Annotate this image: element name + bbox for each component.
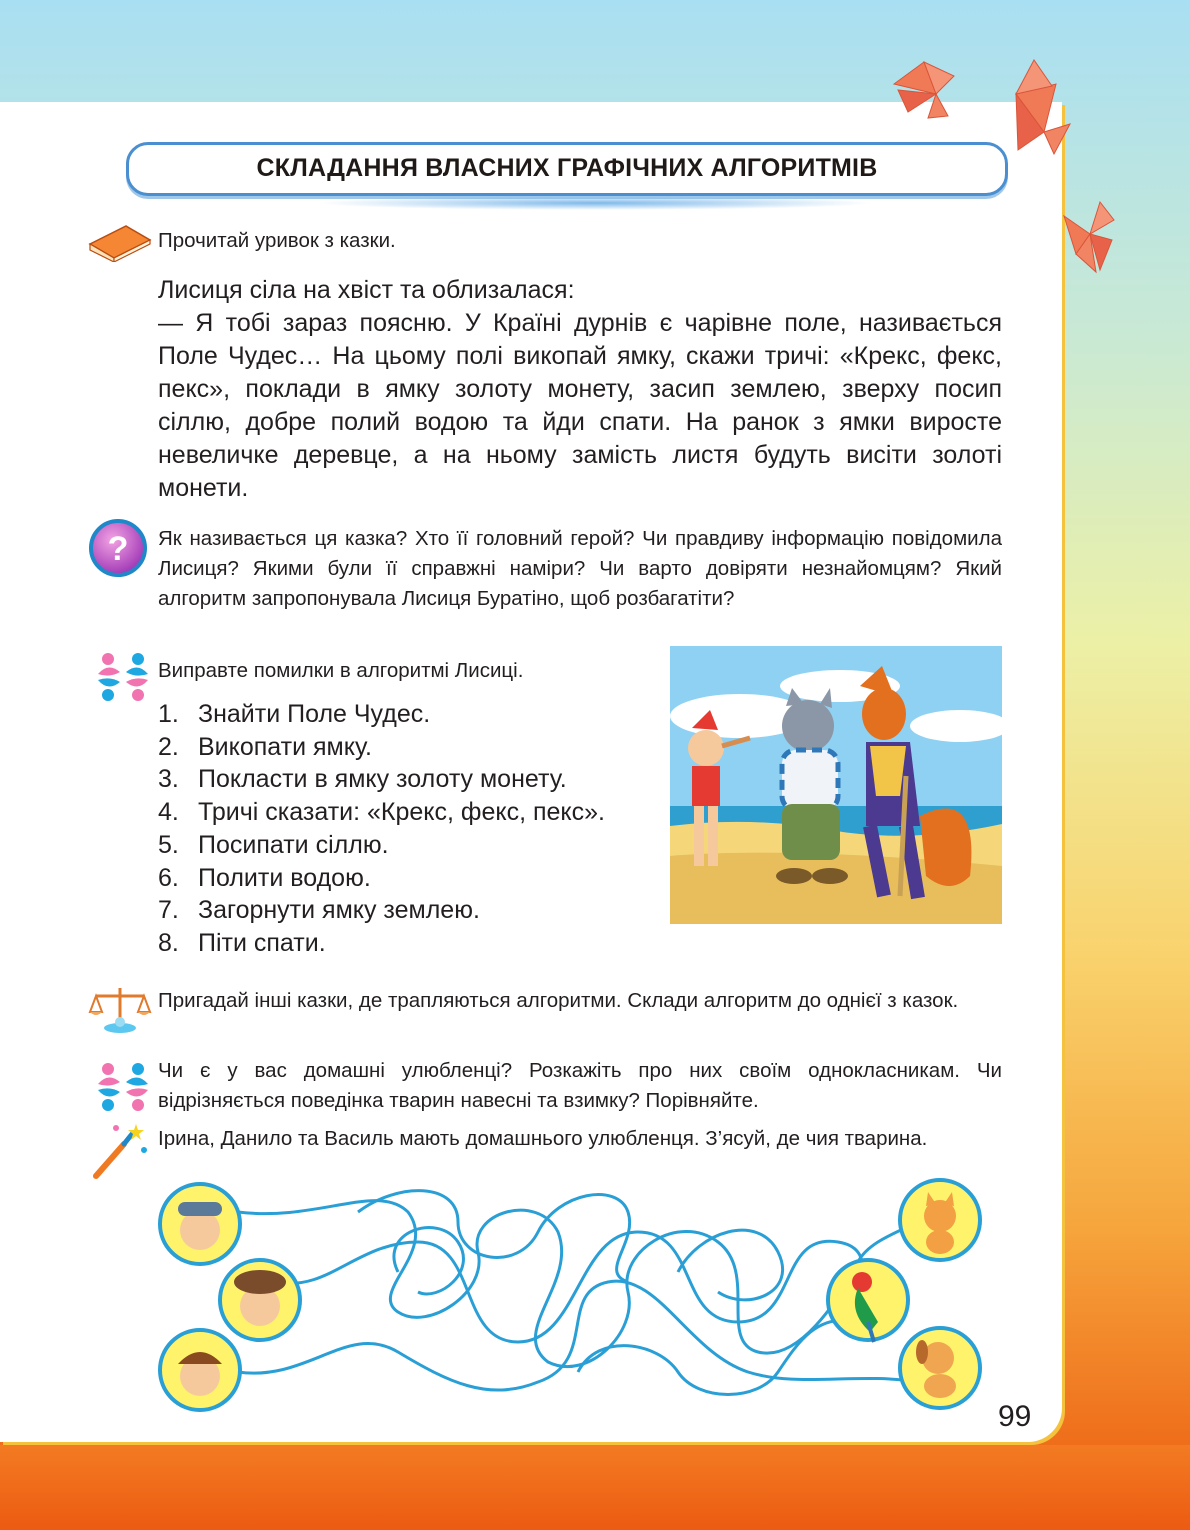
bottom-band	[0, 1445, 1190, 1530]
svg-text:?: ?	[107, 530, 129, 568]
page-title: СКЛАДАННЯ ВЛАСНИХ ГРАФІЧНИХ АЛГОРИТМІВ	[256, 154, 878, 182]
story-first-line: Лисиця сіла на хвіст та облизалася:	[158, 276, 575, 304]
list-item: 8. Піти спати.	[158, 928, 326, 957]
story-excerpt	[158, 274, 1002, 505]
child-avatar	[220, 1260, 300, 1340]
butterfly-icon	[1016, 60, 1070, 154]
read-task-text: Прочитай уривок з казки.	[158, 229, 396, 252]
story-paragraph: — Я тобі зараз поясню. У Країні дурнів є чарівне поле, називається Поле Чудес… На цьому полі викопай ямку, скажи тричі: «Крекс, фекс, пекс», поклади в ямку золоту монету, засип землею, зверху посип сіллю, добре полий водою та йди спати. На ранок з ямки виросте невеличке деревце, а на ньому замість листя будуть висіти золоті монети.	[158, 309, 1002, 502]
question-text: Як називається ця казка? Хто її головний герой? Чи правдиву інформацію повідомила Лисиця? Якими були її справжні наміри? Чи варто довіряти незнайомцям? Який алгоритм запропонувала Лисиця Буратіно, щоб розбагатіти?	[158, 527, 1002, 610]
list-item: 7. Загорнути ямку землею.	[158, 896, 480, 925]
maze-path	[238, 1281, 918, 1390]
list-item: 6. Полити водою.	[158, 863, 371, 892]
pet-cat-avatar	[900, 1180, 980, 1260]
maze-path	[238, 1201, 918, 1367]
pet-matching-maze	[158, 1172, 988, 1412]
book-icon	[88, 222, 152, 262]
child-avatar	[160, 1184, 240, 1264]
group-work-icon	[94, 648, 152, 706]
pets-task-text: Чи є у вас домашні улюбленці? Розкажіть про них своїм однокласникам. Чи відрізняється поведінка тварин навесні та взимку? Порівняйте.	[158, 1059, 1002, 1112]
recall-task-text: Пригадай інші казки, де трапляються алгоритми. Склади алгоритм до однієї з казок.	[158, 989, 959, 1012]
pet-parrot-avatar	[828, 1260, 908, 1342]
title-glow	[315, 196, 875, 210]
butterfly-icon	[894, 62, 954, 118]
question-icon	[88, 518, 148, 578]
list-item: 2. Викопати ямку.	[158, 732, 372, 761]
list-item: 5. Посипати сіллю.	[158, 830, 389, 859]
list-item: 1. Знайти Поле Чудес.	[158, 700, 431, 728]
child-avatar	[160, 1330, 240, 1410]
match-task-text: Ірина, Данило та Василь мають домашнього улюбленця. З’ясуй, де чия тварина.	[158, 1127, 928, 1150]
pet-dog-avatar	[900, 1328, 980, 1408]
algorithm-list	[158, 698, 605, 960]
fairy-tale-illustration	[670, 646, 1002, 924]
list-item: 3. Покласти в ямку золоту монету.	[158, 765, 567, 794]
list-item: 4. Тричі сказати: «Крекс, фекс, пекс».	[158, 798, 605, 827]
page-number: 99	[998, 1400, 1032, 1433]
scales-icon	[88, 984, 152, 1036]
magic-brush-icon	[90, 1120, 150, 1180]
group-work-icon	[94, 1058, 152, 1116]
fix-task-text: Виправте помилки в алгоритмі Лисиці.	[158, 659, 524, 682]
butterfly-icon	[1060, 200, 1120, 275]
